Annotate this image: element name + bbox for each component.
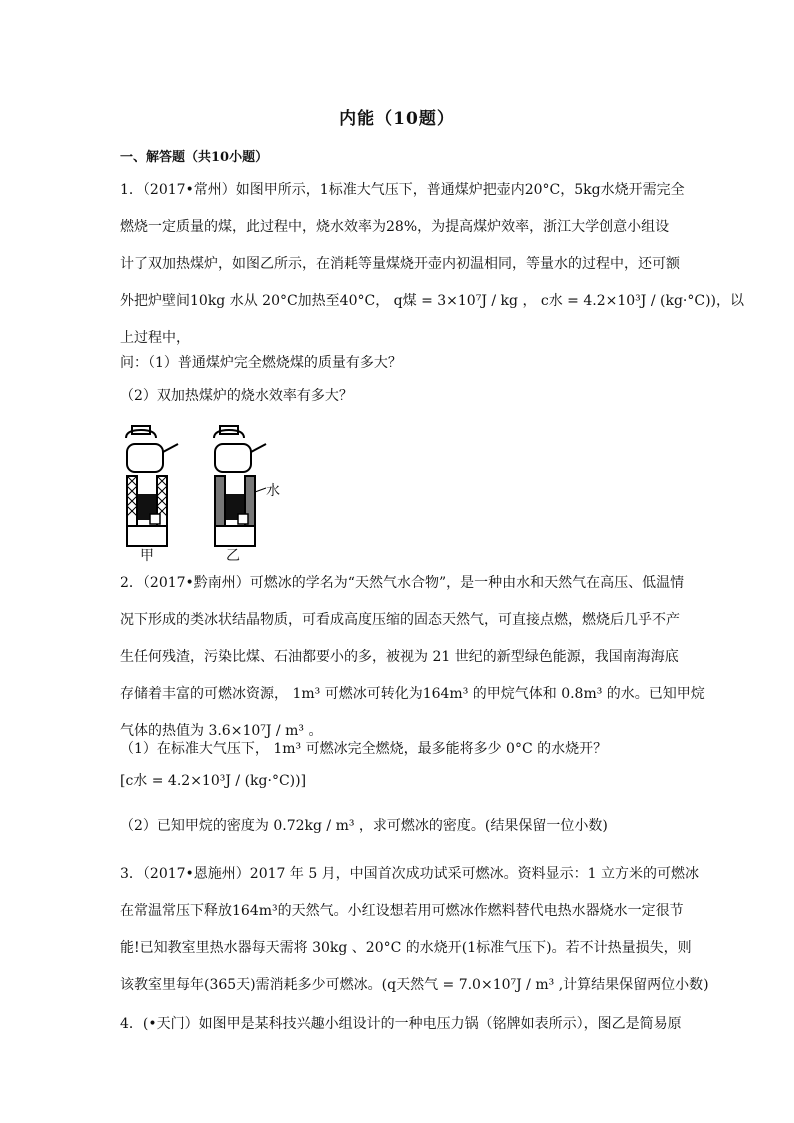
figure-label-water: 水	[266, 483, 280, 499]
question-1-line: 燃烧一定质量的煤，此过程中，烧水效率为28%，为提高煤炉效率，浙江大学创意小组设	[120, 219, 670, 235]
question-1-ask-1: 问：（1）普通煤炉完全燃烧煤的质量有多大？	[120, 355, 402, 371]
question-2	[120, 565, 705, 750]
stove-jia	[126, 426, 178, 546]
figure-label-jia: 甲	[140, 548, 154, 564]
question-2-line: 气体的热值为 3.6×10⁷J / m³ 。	[120, 723, 323, 739]
question-4	[120, 1006, 680, 1043]
question-3-line: 3．（2017•恩施州）2017 年 5 月，中国首次成功试采可燃冰。资料显示：1 立方米的可燃冰	[120, 866, 700, 882]
section-heading: 一、解答题（共10小题）	[120, 150, 269, 165]
page-title: 内能（10题）	[339, 109, 455, 129]
question-3-line: 在常温常压下释放164m³的天然气。小红设想若用可燃冰作燃料替代电热水器烧水一定很节	[120, 903, 684, 919]
question-2-line: 存储着丰富的可燃冰资源， 1m³ 可燃冰可转化为164m³ 的甲烷气体和 0.8m³ 的水。已知甲烷	[120, 686, 705, 702]
question-1-line: 上过程中，	[120, 330, 190, 346]
question-1-line: 计了双加热煤炉，如图乙所示，在消耗等量煤烧开壶内初温相同，等量水的过程中，还可额	[120, 256, 680, 272]
question-1-ask-2: （2）双加热煤炉的烧水效率有多大？	[120, 388, 353, 404]
question-1-line: 1．（2017•常州）如图甲所示，1标准大气压下，普通煤炉把壶内20°C，5kg水烧开需完全	[120, 182, 685, 198]
question-1-line: 外把炉壁间10kg 水从 20°C加热至40°C， q煤 = 3×10⁷J / kg ， c水 = 4.2×10³J / (kg·°C))，以	[120, 293, 745, 309]
question-2-sub-2: （2）已知甲烷的密度为 0.72kg / m³ ，求可燃冰的密度。(结果保留一位小数)	[120, 818, 608, 834]
question-2-line: 生任何残渣，污染比煤、石油都要小的多，被视为 21 世纪的新型绿色能源，我国南海海底	[120, 649, 679, 665]
stove-figure	[120, 418, 290, 568]
question-2-sub-1-formula: [c水 = 4.2×10³J / (kg·°C))]	[120, 773, 307, 789]
question-4-line: 4．(•天门）如图甲是某科技兴趣小组设计的一种电压力锅（铭牌如表所示），图乙是简易原	[120, 1016, 682, 1032]
question-3	[120, 856, 709, 1004]
question-1	[120, 172, 745, 357]
figure-label-yi: 乙	[226, 548, 240, 564]
question-2-line: 2．（2017•黔南州）可燃冰的学名为“天然气水合物”，是一种由水和天然气在高压、低温情	[120, 575, 685, 591]
question-2-line: 况下形成的类冰状结晶物质，可看成高度压缩的固态天然气，可直接点燃，燃烧后几乎不产	[120, 612, 680, 628]
question-2-sub-1: （1）在标准大气压下， 1m³ 可燃冰完全燃烧，最多能将多少 0°C 的水烧开？	[120, 741, 608, 757]
stove-yi	[214, 426, 266, 546]
question-3-line: 该教室里每年(365天)需消耗多少可燃冰。(q天然气 = 7.0×10⁷J / m³ ,计算结果保留两位小数)	[120, 977, 709, 993]
question-3-line: 能!已知教室里热水器每天需将 30kg 、20°C 的水烧开(1标准气压下)。若不计热量损失，则	[120, 940, 692, 956]
